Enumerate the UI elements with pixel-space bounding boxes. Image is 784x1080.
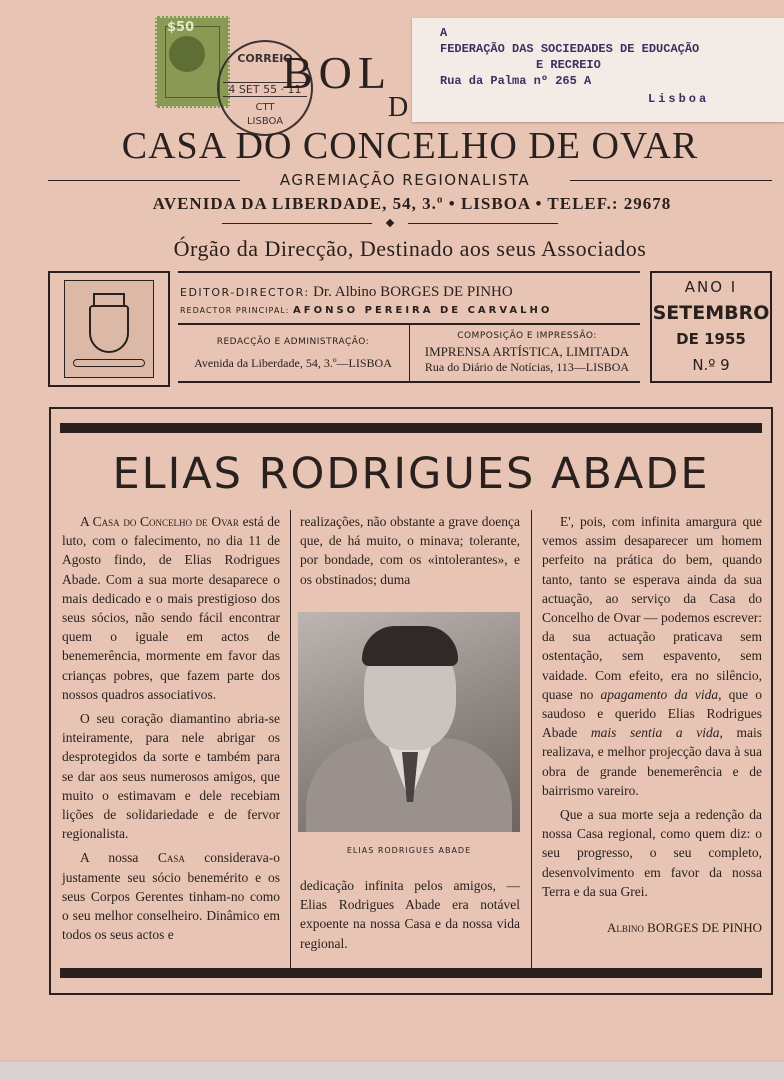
redaccao-label: REDACÇÃO E ADMINISTRAÇÃO: [216, 337, 370, 347]
divider [409, 325, 410, 381]
crown-icon [93, 293, 125, 305]
signature-first-name: Albino [607, 920, 644, 935]
article-column-3 [542, 512, 762, 901]
coat-of-arms [64, 280, 154, 378]
paragraph-text: E', pois, com infinita amargura que vemos assim desaparecer um homem perfeito na prática do bem, quando tanto, tanto se esperava ainda da sua actuação, ao serviço da Casa do Concelho de Ovar — podemos escrever: da sua actuação praticava sem ostentação, sem espavento, sem vaidade. Com efeito, era no silêncio, quase no [542, 514, 762, 702]
postmark-city: LISBOA [246, 116, 284, 127]
org-name: A Casa do Concelho de Ovar [80, 514, 239, 529]
issue-number: N.º 9 [692, 356, 730, 374]
redactor-name: AFONSO PEREIRA DE CARVALHO [293, 305, 553, 316]
top-bar [60, 423, 762, 433]
masthead-subtitle: AGREMIAÇÃO REGIONALISTA [279, 171, 531, 189]
masthead-address: AVENIDA DA LIBERDADE, 54, 3.º • LISBOA • TELEF.: 29678 [152, 194, 672, 213]
redaccao-address: Avenida da Liberdade, 54, 3.º—LISBOA [194, 356, 392, 370]
signature-surname: BORGES DE PINHO [643, 920, 762, 935]
address-label-line3: E RECREIO [536, 58, 601, 72]
masthead-title-part1: BOL [282, 47, 392, 98]
editor-line [180, 283, 640, 302]
composicao-address: Rua do Diário de Notícias, 113—LISBOA [424, 360, 630, 374]
divider [178, 271, 640, 273]
emphasis: mais sentia a vida [590, 725, 720, 741]
divider [408, 223, 558, 224]
paragraph-text: está de luto, com o falecimento, no dia 11 de Agosto findo, de Elias Rodrigues Abade. Com a sua morte desaparece o mais dedicado e o mais prestigioso dos seus sócios, não sendo fácil encontrar quem o iguale em actos de benemerência, mormente em favor das crianças pobres, que fazem parte dos nossos quadros associativos. [62, 514, 280, 702]
paragraph [62, 512, 280, 704]
hair-shape [362, 626, 458, 666]
address-label-line5: Lisboa [648, 92, 710, 106]
article-column-2-bottom [300, 876, 520, 953]
paragraph: realizações, não obstante a grave doença que, de há muito, o minava; tolerante, por bondade, com os «intolerantes», e os obstinados; duma [300, 514, 520, 587]
paragraph-text: considerava-o justamente seu sócio benemérito e os seus Corpos Gerentes tinham-no como o seu melhor conselheiro. Dinâmico em todos os seus actos e [62, 850, 280, 943]
org-name: Casa [157, 850, 185, 866]
paragraph: Que a sua morte seja a redenção da nossa Casa regional, como quem diz: o seu progresso, o seu completo, desenvolvimento em favor da nossa Terra e da sua Grei. [542, 807, 762, 899]
stamp-value: $50 [167, 20, 195, 35]
composicao-label: COMPOSIÇÃO E IMPRESSÃO: [457, 331, 597, 341]
address-label-line4: Rua da Palma nº 265 A [440, 74, 592, 88]
paragraph [542, 512, 762, 800]
issue-month: SETEMBRO [652, 302, 770, 324]
portrait-photo [298, 612, 520, 832]
paragraph [62, 848, 280, 944]
scan-background-strip [0, 1062, 784, 1080]
composicao-name: IMPRENSA ARTÍSTICA, LIMITADA [424, 344, 630, 359]
shield-icon [89, 305, 129, 353]
masthead-organ-line: Órgão da Direcção, Destinado aos seus Associados [173, 236, 647, 261]
redactor-label: REDACTOR PRINCIPAL: [180, 306, 290, 315]
paragraph-text: A nossa [80, 850, 158, 866]
redactor-line [180, 305, 640, 317]
divider [48, 180, 240, 181]
editor-name: Dr. Albino BORGES DE PINHO [313, 284, 513, 300]
author-signature [562, 920, 762, 936]
divider [222, 223, 372, 224]
bottom-bar [60, 968, 762, 978]
article-column-1 [62, 512, 280, 944]
address-label [412, 18, 784, 122]
paragraph-text: , mais realizava, e melhor projecção dava à sua obra de grande benemerência e de bairrismo vareiro. [542, 725, 763, 798]
ribbon-icon [73, 359, 145, 367]
masthead-main-title: CASA DO CONCELHO DE OVAR [121, 125, 699, 167]
photo-caption: ELIAS RODRIGUES ABADE [346, 846, 472, 855]
column-divider [290, 510, 291, 970]
paragraph-text: , que o saudoso e querido Elias Rodrigues Abade [542, 686, 762, 741]
postmark-ctt: CTT [255, 102, 275, 113]
postmark-date: 4 SET 55 · 11 [223, 82, 307, 97]
address-label-line1: A [440, 26, 448, 40]
emphasis: apagamento da vida [600, 686, 719, 702]
editor-label: EDITOR-DIRECTOR: [180, 286, 310, 299]
article-column-2-top [300, 512, 520, 589]
postmark-top-text: CORREIO [237, 52, 293, 65]
article-headline: ELIAS RODRIGUES ABADE [112, 449, 710, 499]
divider [570, 180, 772, 181]
issue-year-date: DE 1955 [676, 330, 746, 348]
address-label-line2: FEDERAÇÃO DAS SOCIEDADES DE EDUCAÇÃO [440, 42, 700, 56]
paragraph: O seu coração diamantino abria-se inteiramente, para nele abrigar os desprotegidos da sorte e também para se dar aos seus numerosos amigos, que muito o estimavam e dele recebiam lições de solidariedade e de fervor regionalista. [62, 711, 280, 842]
divider [178, 381, 640, 383]
knight-icon [169, 36, 205, 72]
paragraph: dedicação infinita pelos amigos, — Elias Rodrigues Abade era notável expoente na nossa Casa e da nossa vida regional. [300, 878, 520, 951]
masthead-title-part2: D [388, 92, 409, 123]
issue-year: ANO I [684, 278, 738, 296]
column-divider [531, 510, 532, 970]
